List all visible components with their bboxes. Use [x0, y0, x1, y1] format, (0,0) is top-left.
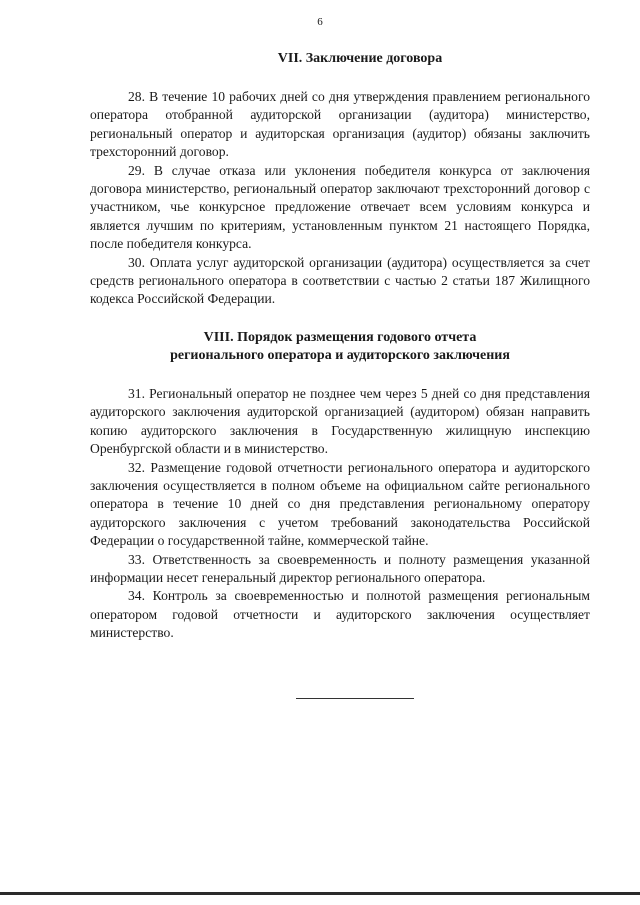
section-title-vii [130, 50, 590, 68]
section-title-line: VIII. Порядок размещения годового отчета [203, 329, 477, 345]
paragraph-31: 31. Региональный оператор не позднее чем через 5 дней со дня представления аудиторского заключения аудиторской организацией (аудитором) обязан направить копию аудиторского заключения в Государственную жилищную инспекцию Оренбургской области и в министерство. [90, 385, 590, 457]
paragraph-33: 33. Ответственность за своевременность и полноту размещения указанной информации несет генеральный директор регионального оператора. [90, 551, 590, 585]
section-title-line: VII. Заключение договора [277, 51, 443, 66]
paragraph-34: 34. Контроль за своевременностью и полнотой размещения региональным оператором годовой отчетности и аудиторского заключения осуществляет министерство. [90, 588, 590, 641]
document-body [90, 50, 590, 643]
paragraph-30: 30. Оплата услуг аудиторской организации (аудитора) осуществляется за счет средств регионального оператора в соответствии с частью 2 статьи 187 Жилищного кодекса Российской Федерации. [90, 254, 590, 307]
paragraph-32: 32. Размещение годовой отчетности регионального оператора и аудиторского заключения осуществляется в полном объеме на официальном сайте регионального оператора в течение 10 дней со дня представления региональному оператору аудиторского заключения с учетом требований законодательства Российской Федерации о государственной тайне, коммерческой тайне. [90, 459, 590, 549]
end-separator-line [296, 698, 414, 699]
section-title-viii [90, 329, 590, 365]
scan-edge-bar [0, 892, 640, 895]
page-number: 6 [317, 16, 323, 28]
paragraph-29: 29. В случае отказа или уклонения победителя конкурса от заключения договора министерство, региональный оператор заключают трехсторонний договор с участником, чье конкурсное предложение отвечает всем условиям конкурса и является лучшим по критериям, установленным пунктом 21 настоящего Порядка, после победителя конкурса. [90, 162, 590, 252]
paragraph-28: 28. В течение 10 рабочих дней со дня утверждения правлением регионального оператора отобранной аудиторской организации (аудитора) министерство, региональный оператор и аудиторская организация (аудитор) обязаны заключить трехсторонний договор. [90, 89, 590, 160]
section-title-line: регионального оператора и аудиторского заключения [170, 347, 510, 363]
